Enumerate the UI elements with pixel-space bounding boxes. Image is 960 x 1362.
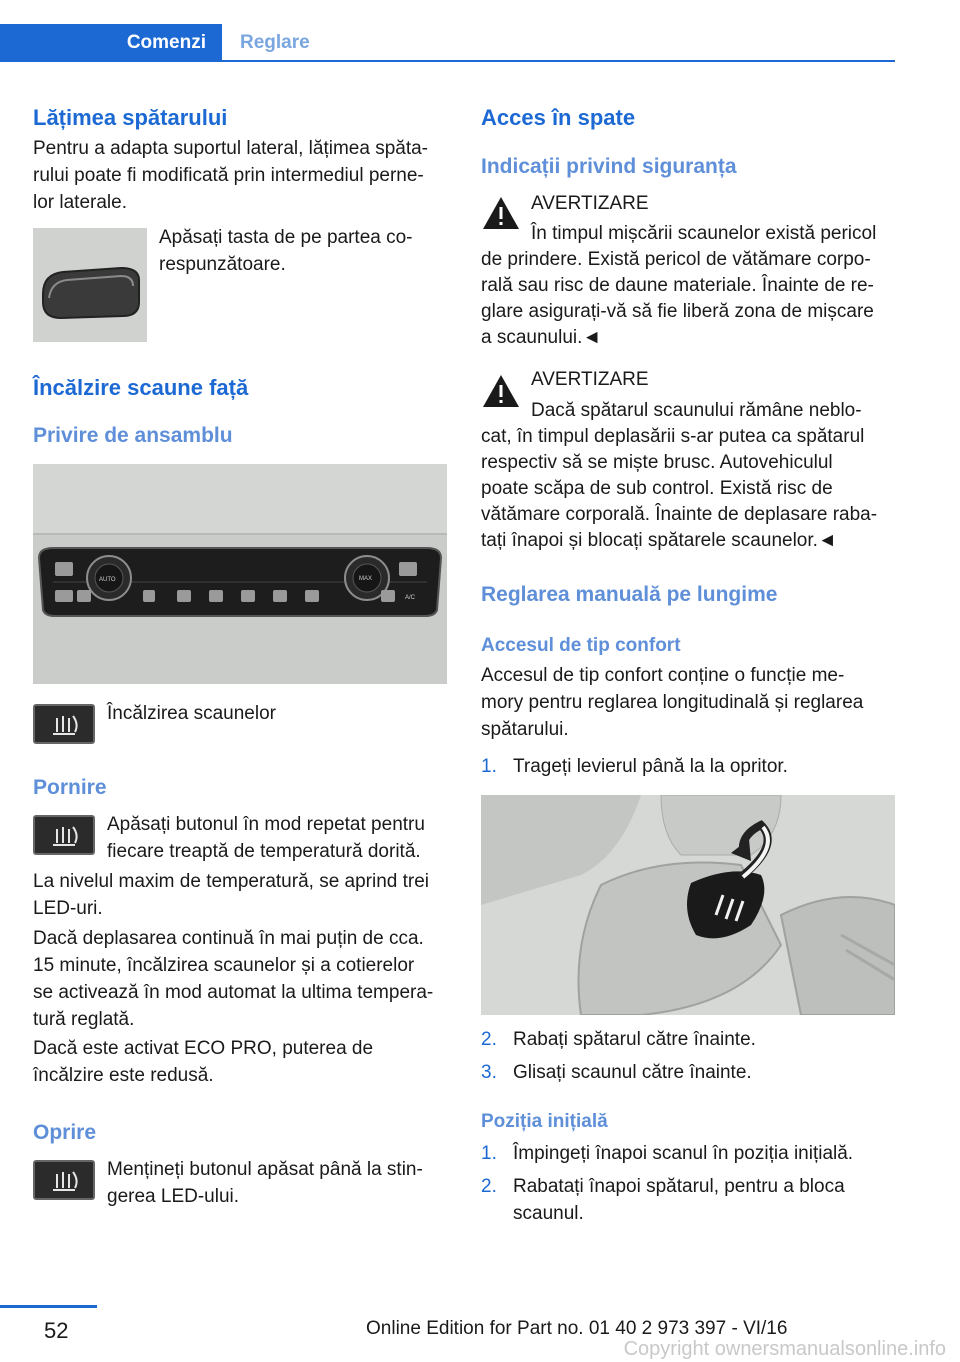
header-divider <box>0 60 895 62</box>
eco-text-2: încălzire este redusă. <box>33 1065 214 1086</box>
access-title: Acces în spate <box>481 105 636 130</box>
warning-1-head: AVERTIZARE <box>531 193 649 214</box>
width-note-2: respunzătoare. <box>159 254 286 275</box>
warning-triangle-icon <box>481 195 521 231</box>
stop-note-1: Mențineți butonul apăsat până la stin- <box>107 1159 423 1180</box>
eco-text-1: Dacă este activat ECO PRO, puterea de <box>33 1038 374 1059</box>
climate-panel-image <box>33 464 447 684</box>
width-title: Lățimea spătarului <box>33 105 228 130</box>
page-number: 52 <box>44 1318 69 1343</box>
heating-title: Încălzire scaune față <box>33 375 249 400</box>
warning-2-line-4: poate scăpa de sub control. Există risc de <box>481 478 833 499</box>
width-text-1: Pentru a adapta suportul lateral, lățimea spăta- <box>33 138 429 159</box>
warning-2-line-3: respectiv să se miște brusc. Autovehiculul <box>481 452 833 473</box>
seat-lever-illustration <box>481 795 895 1015</box>
tab-reglare-label: Reglare <box>240 32 310 53</box>
step-2-number: 2. <box>481 1029 497 1050</box>
comfort-text-2: mory pentru reglarea longitudinală și reglarea <box>481 692 864 713</box>
panel-max-label: MAX <box>359 576 373 582</box>
stop-note-2: gerea LED-ului. <box>107 1186 240 1207</box>
panel-auto-label: AUTO <box>99 577 116 583</box>
step-3-text: Glisați scaunul către înainte. <box>513 1062 752 1083</box>
climate-panel-illustration <box>33 464 447 684</box>
backrest-width-button-image <box>33 228 147 342</box>
header-tabs <box>0 24 895 62</box>
warning-triangle-icon <box>481 373 521 409</box>
tab-comenzi[interactable] <box>0 24 222 60</box>
led-text-1: La nivelul maxim de temperatură, se aprind trei <box>33 871 430 892</box>
comfort-title: Accesul de tip confort <box>481 635 681 656</box>
seat-heating-icon <box>33 704 95 744</box>
edition-text: Online Edition for Part no. 01 40 2 973 397 - VI/16 <box>366 1318 788 1339</box>
start-note-1: Apăsați butonul în mod repetat pentru <box>107 814 425 835</box>
start-title: Pornire <box>33 776 107 799</box>
width-text-3: lor laterale. <box>33 192 127 213</box>
warning-1-line-2: de prindere. Există pericol de vătămare corpo- <box>481 249 871 270</box>
seat-lever-image <box>481 795 895 1015</box>
initial-step-2-text-1: Rabatați înapoi spătarul, pentru a bloca <box>513 1176 845 1197</box>
footer-divider <box>0 1305 97 1308</box>
width-text-2: rului poate fi modificată prin intermediul perne- <box>33 165 424 186</box>
tab-reglare[interactable] <box>240 24 310 60</box>
seat-heating-start-icon <box>33 815 95 855</box>
panel-ac-label: A/C <box>405 595 416 601</box>
width-note-1: Apăsați tasta de pe partea co- <box>159 227 413 248</box>
initial-step-2-text-2: scaunul. <box>513 1203 584 1224</box>
start-note-2: fiecare treaptă de temperatură dorită. <box>107 841 421 862</box>
warning-2-line-5: vătămare corporală. Înainte de deplasare raba- <box>481 504 878 525</box>
initial-step-1-text: Împingeți înapoi scanul în poziția inițială. <box>513 1143 854 1164</box>
continue-text-2: 15 minute, încălzirea scaunelor și a cotierelor <box>33 955 415 976</box>
continue-text-4: tură reglată. <box>33 1009 135 1030</box>
initial-title: Poziția inițială <box>481 1111 608 1132</box>
manual-title: Reglarea manuală pe lungime <box>481 583 778 606</box>
warning-1-line-4: glare asigurați-vă să fie liberă zona de mișcare <box>481 301 874 322</box>
comfort-text-1: Accesul de tip confort conține o funcție me- <box>481 665 845 686</box>
tab-comenzi-label: Comenzi <box>126 32 206 53</box>
continue-text-1: Dacă deplasarea continuă în mai puțin de cca. <box>33 928 424 949</box>
warning-1-line-3: rală sau risc de daune materiale. Înainte de re- <box>481 275 874 296</box>
step-3-number: 3. <box>481 1062 497 1083</box>
step-1-text: Trageți levierul până la la opritor. <box>513 756 788 777</box>
heating-label: Încălzirea scaunelor <box>107 703 276 724</box>
overview-title: Privire de ansamblu <box>33 424 233 447</box>
warning-1-line-1: În timpul mișcării scaunelor există pericol <box>531 223 877 244</box>
initial-step-2-number: 2. <box>481 1176 497 1197</box>
warning-2-line-6: tați înapoi și blocați spătarele scaunelor.◄ <box>481 530 837 551</box>
continue-text-3: se activează în mod automat la ultima tempera- <box>33 982 434 1003</box>
initial-step-1-number: 1. <box>481 1143 497 1164</box>
warning-2-line-2: cat, în timpul deplasării s-ar putea ca spătarul <box>481 426 865 447</box>
warning-2-line-1: Dacă spătarul scaunului rămâne neblo- <box>531 400 862 421</box>
step-1-number: 1. <box>481 756 497 777</box>
warning-1-line-5: a scaunului.◄ <box>481 327 602 348</box>
stop-title: Oprire <box>33 1121 97 1144</box>
watermark-text: Copyright ownersmanualsonline.info <box>623 1338 946 1360</box>
backrest-width-button-icon <box>33 228 147 342</box>
safety-title: Indicații privind siguranța <box>481 155 737 178</box>
comfort-text-3: spătarului. <box>481 719 569 740</box>
seat-heating-stop-icon <box>33 1160 95 1200</box>
step-2-text: Rabați spătarul către înainte. <box>513 1029 756 1050</box>
led-text-2: LED-uri. <box>33 898 103 919</box>
warning-2-head: AVERTIZARE <box>531 369 649 390</box>
